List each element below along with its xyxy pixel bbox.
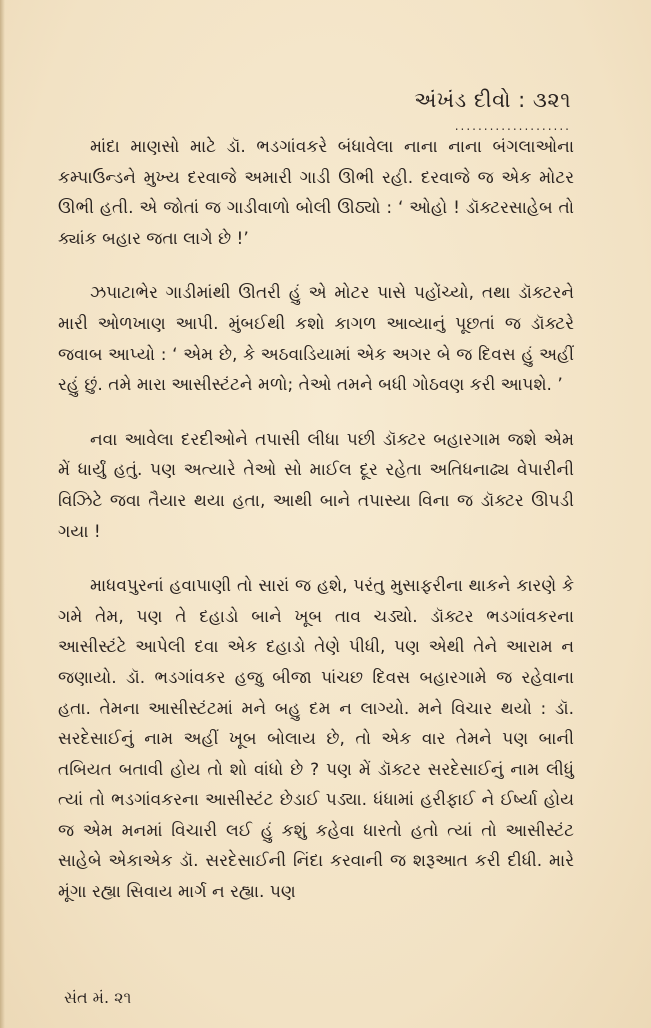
running-head xyxy=(414,88,571,133)
paragraph: માંદા માણસો માટે ડૉ. ભડગાંવકરે બંધાવેલા નાના નાના બંગલાઓના કમ્પાઉન્ડને મુખ્ય દરવાજે અમારી ગાડી ઊભી રહી. દરવાજે જ એક મોટર ઊભી હતી. એ જોતાં જ ગાડીવાળો બોલી ઊઠ્યો : ‘ ઓહો ! ડૉક્ટરસાહેબ તો ક્યાંક બહાર જતા લાગે છે !’ xyxy=(58,137,574,249)
paragraph: ઝપાટાભેર ગાડીમાંથી ઊતરી હું એ મોટર પાસે પહોંચ્યો, તથા ડૉક્ટરને મારી ઓળખાણ આપી. મુંબઈથી કશો કાગળ આવ્યાનું પૂછતાં જ ડૉક્ટરે જવાબ આપ્યો : ‘ એમ છે, કે અઠવાડિયામાં એક અગર બે જ દિવસ હું અહીં રહું છું. તમે મારા આસીસ્ટંટને મળો; તેઓ તમને બધી ગોઠવણ કરી આપશે. ’ xyxy=(58,283,574,396)
paragraph: નવા આવેલા દરદીઓને તપાસી લીધા પછી ડૉક્ટર બહારગામ જશે એમ મેં ધાર્યું હતું. પણ અત્યારે તેઓ સો માઈલ દૂર રહેતા અતિધનાઢ્ય વેપારીની વિઝિટે જવા તૈયાર થયા હતા, આથી બાને તપાસ્યા વિના જ ડૉક્ટર ઊપડી ગયા ! xyxy=(58,429,574,542)
body-text xyxy=(58,132,574,908)
paragraph: માધવપુરનાં હવાપાણી તો સારાં જ હશે, પરંતુ મુસાફરીના થાકને કારણે કે ગમે તેમ, પણ તે દહાડો બાને ખૂબ તાવ ચડ્યો. ડૉક્ટર ભડગાંવકરના આસીસ્ટંટે આપેલી દવા એક દહાડો તેણે પીધી, પણ એથી તેને આરામ ન જણાયો. ડૉ. ભડગાંવકર હજુ બીજા પાંચછ દિવસ બહારગામે જ રહેવાના હતા. તેમના આસીસ્ટંટમાં મને બહુ દમ ન લાગ્યો. મને વિચાર થયો : ડૉ. સરદેસાઈનું નામ અહીં ખૂબ બોલાય છે, તો એક વાર તેમને પણ બાની તબિયત બતાવી હોય તો શો વાંધો છે ? પણ મેં ડૉક્ટર સરદેસાઈનું નામ લીધું ત્યાં તો ભડગાંવકરના આસીસ્ટંટ છેડાઈ પડ્યા. ધંધામાં હરીફાઈ ને ઈર્ષ્યા હોય જ એમ મનમાં વિચારી લઈ હું કશું કહેવા ધારતો હતો ત્યાં તો આસીસ્ટંટ સાહેબે એકાએક ડૉ. સરદેસાઈની નિંદા કરવાની જ શરૂઆત કરી દીધી. મારે મૂંગા રહ્યા સિવાય માર્ગ ન રહ્યા. પણ xyxy=(58,576,574,903)
page-binding-edge xyxy=(0,0,5,1028)
running-head-title: અંખંડ દીવો : ૩૨૧ xyxy=(414,88,571,112)
printer-signature-mark: સંત મં. ૨૧ xyxy=(64,988,132,1007)
running-head-dotted-rule: .................... xyxy=(454,119,571,133)
